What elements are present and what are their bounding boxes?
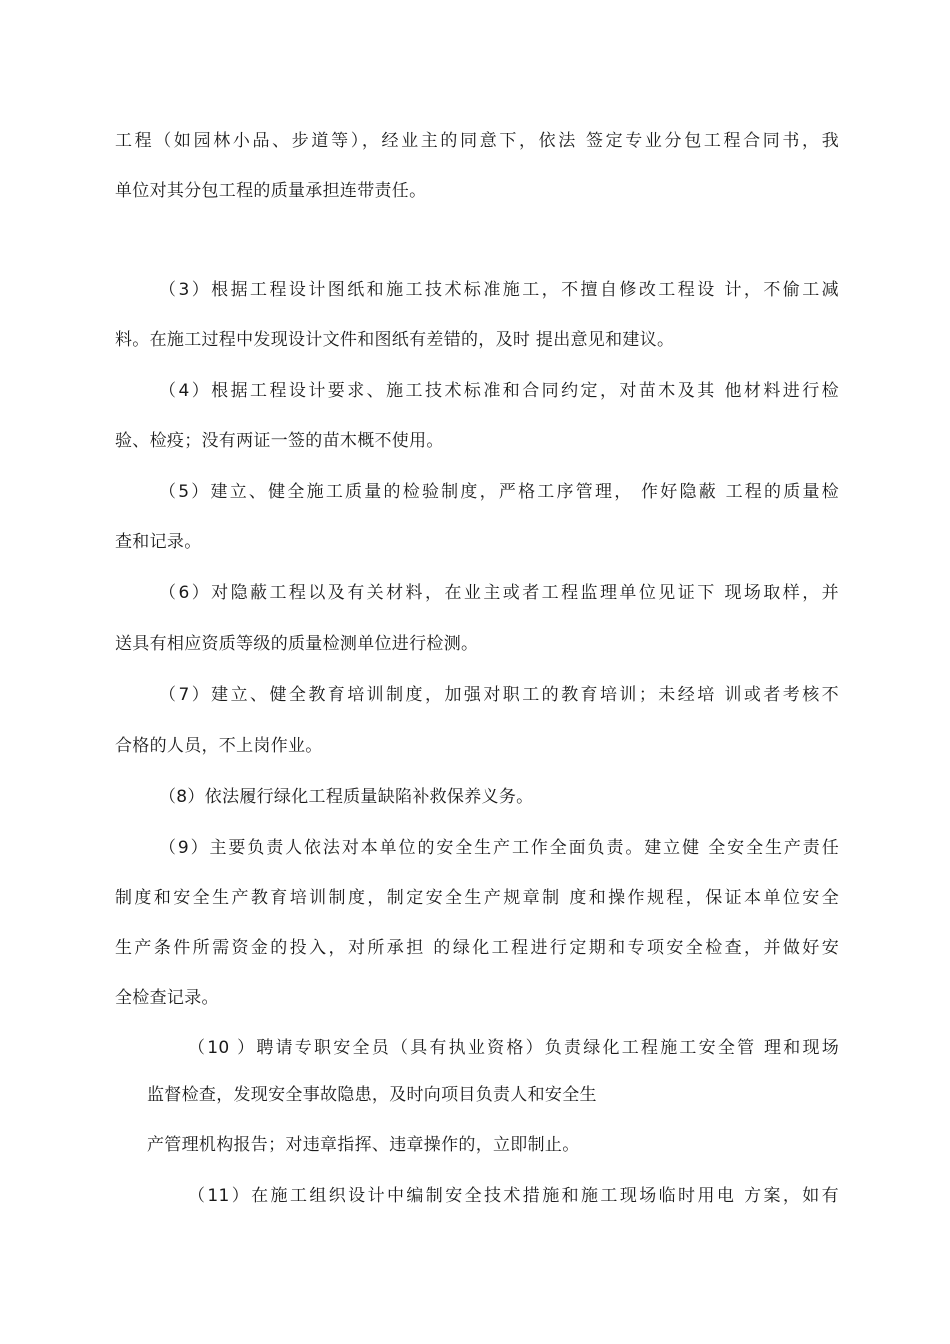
text-line: 产管理机构报告；对违章指挥、违章操作的，立即制止。 bbox=[147, 1135, 580, 1155]
text-line: 工程（如园林小品、步道等），经业主的同意下，依法 签定专业分包工程合同书，我 bbox=[115, 131, 839, 151]
text-line: （5）建立、健全施工质量的检验制度，严格工序管理， 作好隐蔽 工程的质量检 bbox=[159, 482, 839, 502]
text-line: （10 ）聘请专职安全员（具有执业资格）负责绿化工程施工安全管 理和现场 bbox=[188, 1038, 839, 1058]
text-line: （7）建立、健全教育培训制度，加强对职工的教育培训；未经培 训或者考核不 bbox=[159, 685, 839, 705]
text-line: （3）根据工程设计图纸和施工技术标准施工，不擅自修改工程设 计，不偷工减 bbox=[159, 280, 839, 300]
text-line: （8）依法履行绿化工程质量缺陷补救保养义务。 bbox=[159, 787, 534, 807]
text-line: 全检查记录。 bbox=[115, 988, 219, 1008]
text-line: 料。在施工过程中发现设计文件和图纸有差错的，及时 提出意见和建议。 bbox=[115, 330, 675, 350]
text-line: 监督检查，发现安全事故隐患，及时向项目负责人和安全生 bbox=[147, 1085, 597, 1105]
text-line: （9）主要负责人依法对本单位的安全生产工作全面负责。建立健 全安全生产责任 bbox=[159, 838, 839, 858]
text-line: 送具有相应资质等级的质量检测单位进行检测。 bbox=[115, 634, 479, 654]
text-line: 合格的人员，不上岗作业。 bbox=[115, 736, 323, 756]
text-line: 单位对其分包工程的质量承担连带责任。 bbox=[115, 181, 427, 201]
text-line: （4）根据工程设计要求、施工技术标准和合同约定，对苗木及其 他材料进行检 bbox=[159, 381, 839, 401]
text-line: 生产条件所需资金的投入，对所承担 的绿化工程进行定期和专项安全检查，并做好安 bbox=[115, 938, 839, 958]
text-line: 验、检疫；没有两证一签的苗木概不使用。 bbox=[115, 431, 444, 451]
text-line: 制度和安全生产教育培训制度，制定安全生产规章制 度和操作规程，保证本单位安全 bbox=[115, 888, 839, 908]
text-line: （6）对隐蔽工程以及有关材料，在业主或者工程监理单位见证下 现场取样，并 bbox=[159, 583, 839, 603]
text-line: （11）在施工组织设计中编制安全技术措施和施工现场临时用电 方案，如有 bbox=[188, 1186, 839, 1206]
text-line: 查和记录。 bbox=[115, 532, 202, 552]
